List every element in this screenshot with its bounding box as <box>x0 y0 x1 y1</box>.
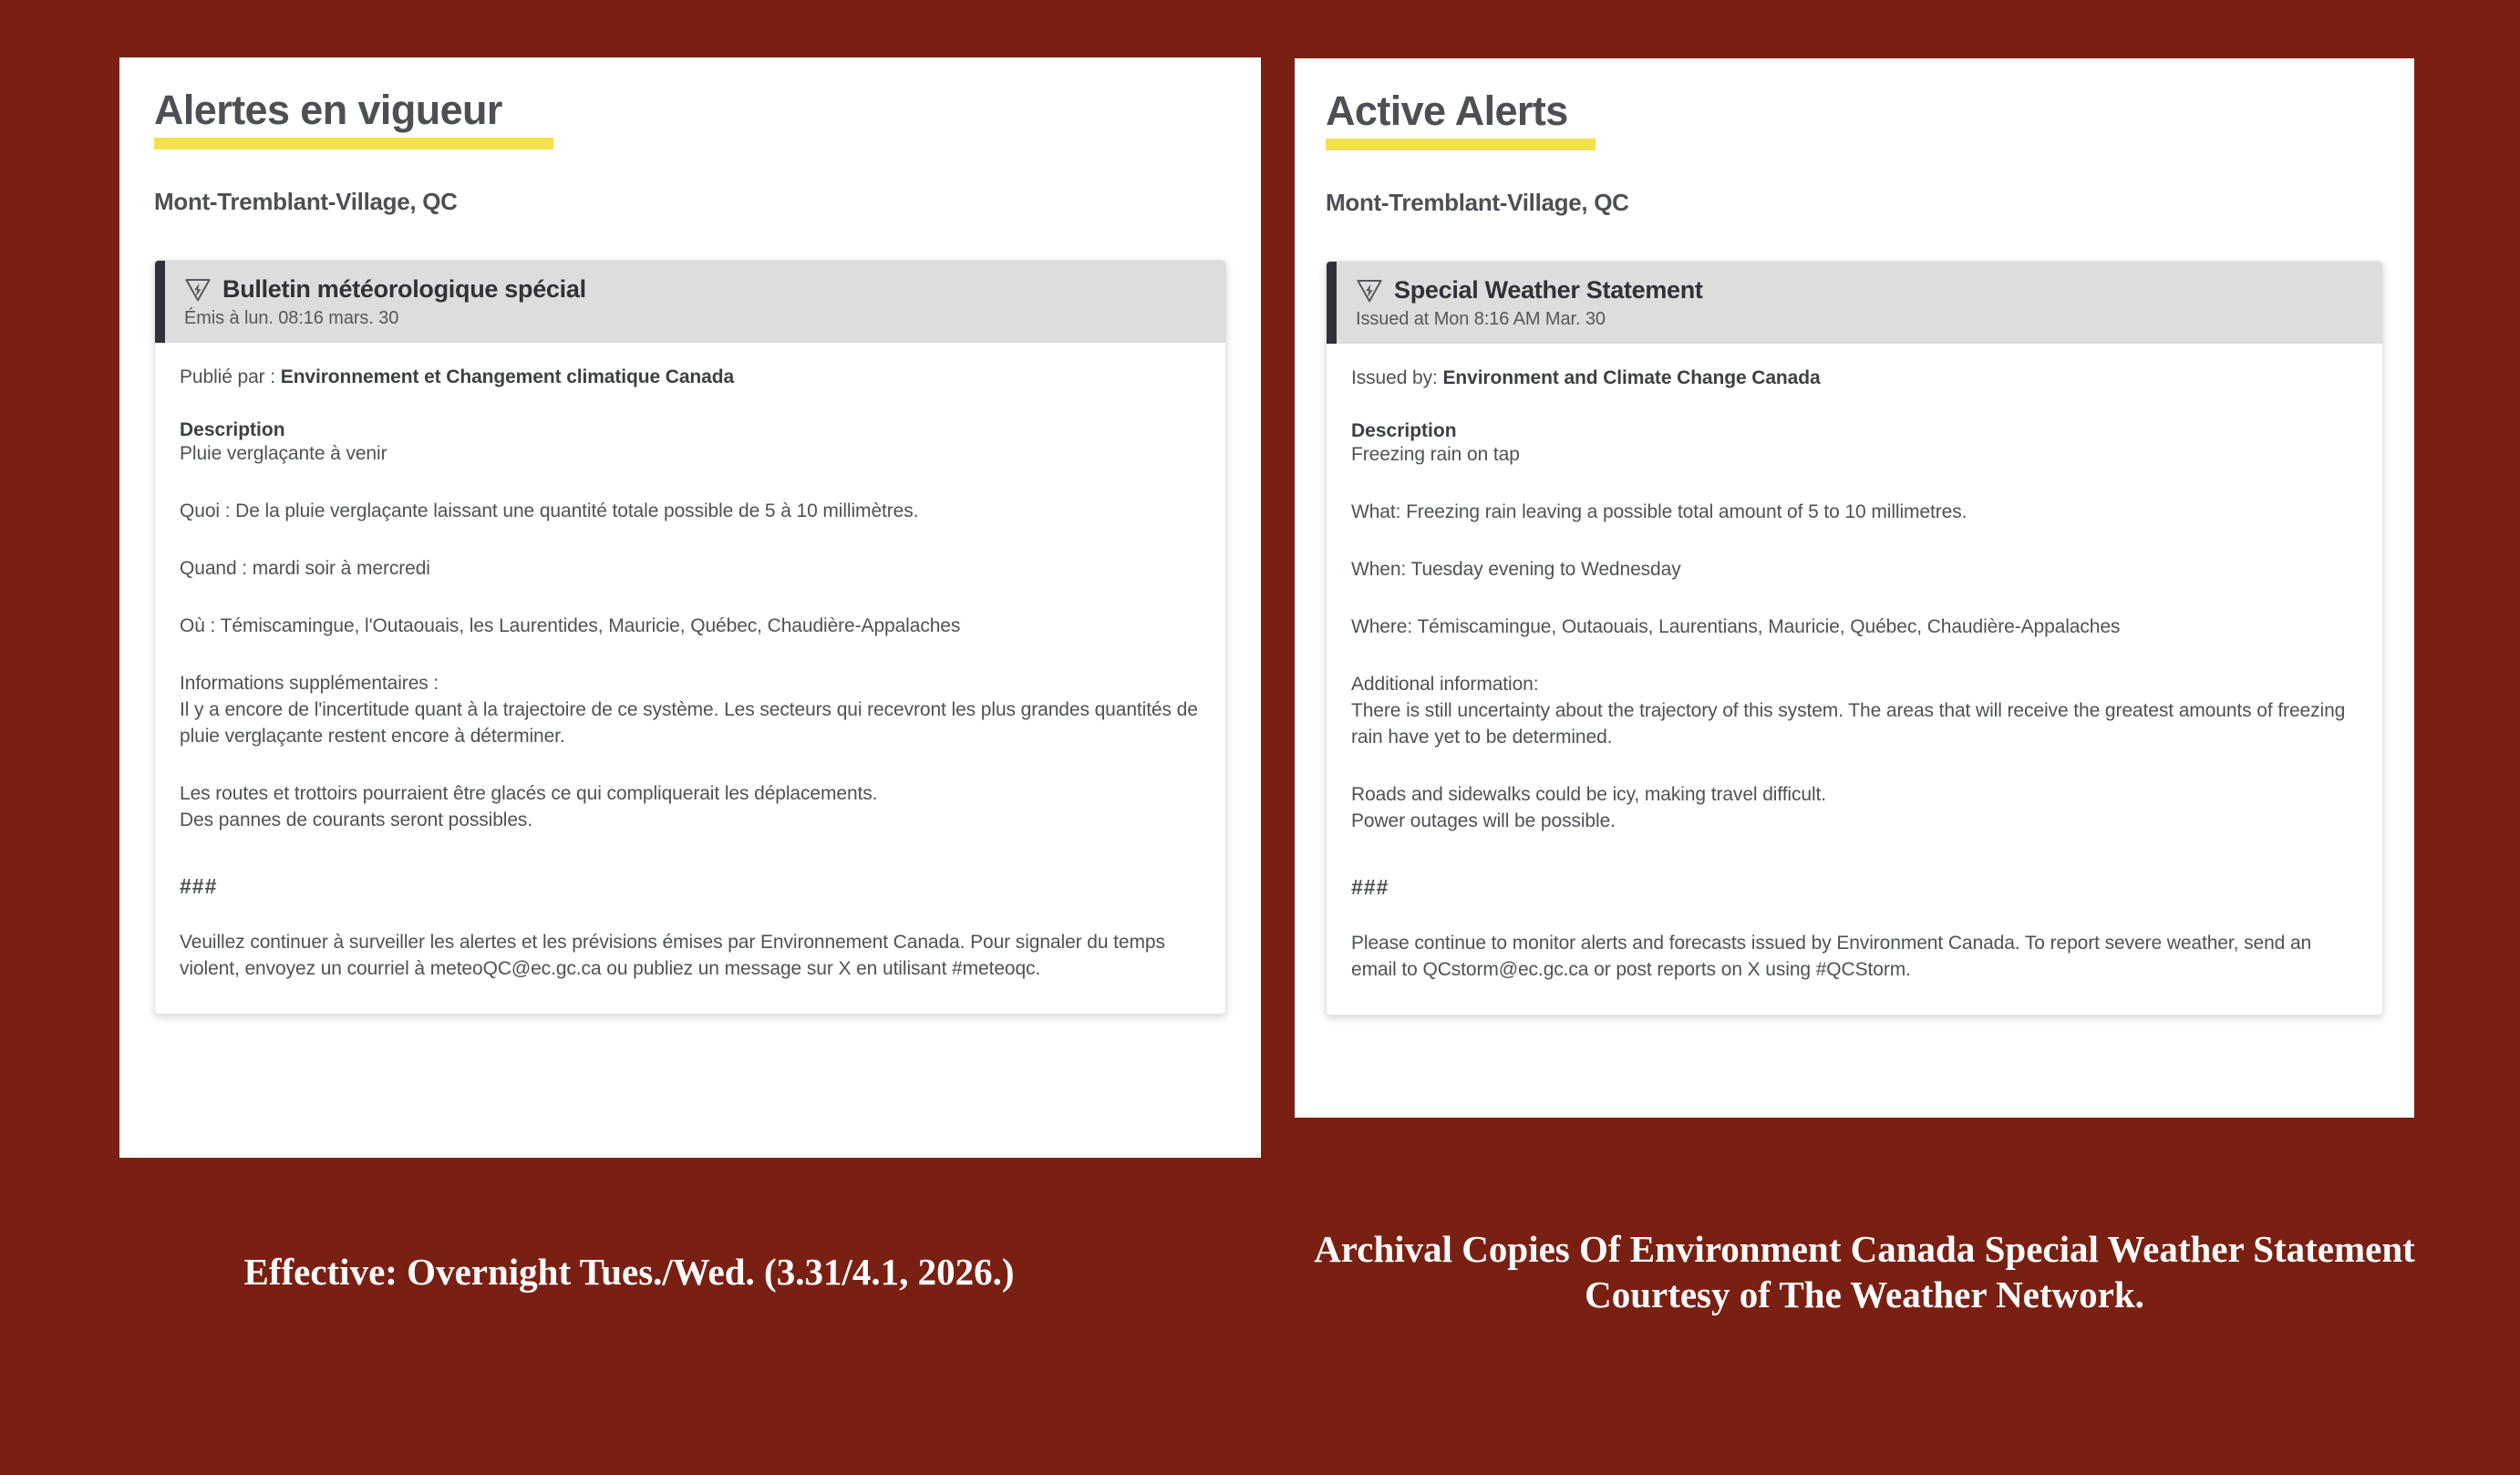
caption-effective-date: Effective: Overnight Tues./Wed. (3.31/4.1, 2026.) <box>243 1251 1015 1293</box>
separator-english: ### <box>1351 874 1389 899</box>
description-value-english: Freezing rain on tap <box>1351 444 1520 466</box>
warning-triangle-lightning-icon <box>1356 278 1383 304</box>
page-title-english: Active Alerts <box>1326 88 1568 134</box>
english-panel-inner <box>1295 58 2414 1016</box>
title-underline-french <box>154 138 553 150</box>
alert-issued-french: Émis à lun. 08:16 mars. 30 <box>184 308 399 329</box>
description-label-french: Description <box>180 419 285 441</box>
separator-french: ### <box>180 873 218 898</box>
alert-paragraph-where-french: Où : Témiscamingue, l'Outaouais, les Laurentides, Mauricie, Québec, Chaudière-Appalaches <box>180 615 961 637</box>
alert-paragraph-when-english: When: Tuesday evening to Wednesday <box>1351 559 1681 581</box>
issued-by-value-english: Environment and Climate Change Canada <box>1442 367 1821 389</box>
description-value-french: Pluie verglaçante à venir <box>180 443 387 465</box>
alert-paragraph-what-french: Quoi : De la pluie verglaçante laissant une quantité totale possible de 5 à 10 millimètres. <box>180 500 919 522</box>
alert-card-header-english <box>1327 262 2382 344</box>
alert-footer-english: Please continue to monitor alerts and forecasts issued by Environment Canada. To report severe weather, send an email to QCstorm@ec.gc.ca or post reports on X using #QCStorm. <box>1351 932 2312 980</box>
location-french: Mont-Tremblant-Village, QC <box>154 188 458 216</box>
issued-by-french <box>180 366 1201 388</box>
alert-body-french <box>155 343 1225 1014</box>
additional-info-text-french: Il y a encore de l'incertitude quant à la trajectoire de ce système. Les secteurs qui recevront les plus grandes quantités de pluie verglaçante restent encore à déterminer. <box>180 699 1198 748</box>
alert-header-row-english <box>1356 276 2382 304</box>
alert-card-english[interactable] <box>1326 261 2383 1016</box>
description-label-english: Description <box>1351 420 1457 442</box>
warning-triangle-lightning-icon <box>184 277 212 303</box>
alert-issued-english: Issued at Mon 8:16 AM Mar. 30 <box>1356 309 1606 330</box>
alert-body-english <box>1327 344 2382 1015</box>
alert-paragraph-what-english: What: Freezing rain leaving a possible total amount of 5 to 10 millimetres. <box>1351 501 1967 523</box>
issued-by-value-french: Environnement et Changement climatique Canada <box>280 366 735 388</box>
impact-line-1-french: Les routes et trottoirs pourraient être glacés ce qui compliquerait les déplacements. <box>180 783 878 805</box>
page-title-french: Alertes en vigueur <box>154 87 502 133</box>
additional-info-label-french: Informations supplémentaires : <box>180 673 439 695</box>
issued-by-label-english: Issued by: <box>1351 367 1438 389</box>
impact-line-2-french: Des pannes de courants seront possibles. <box>180 810 533 830</box>
caption-attribution: Archival Copies Of Environment Canada Special Weather Statement Courtesy of The Weather Network. <box>1314 1228 2415 1316</box>
title-underline-english <box>1326 139 1596 150</box>
english-alert-panel <box>1295 58 2414 1118</box>
location-english: Mont-Tremblant-Village, QC <box>1326 189 1629 217</box>
alert-title-english: Special Weather Statement <box>1394 276 1703 304</box>
additional-info-text-english: There is still uncertainty about the trajectory of this system. The areas that will receive the greatest amounts of freezing rain have yet to be determined. <box>1351 700 2346 748</box>
alert-card-header-french <box>155 261 1225 343</box>
issued-by-label-french: Publié par : <box>180 366 276 388</box>
impact-line-2-english: Power outages will be possible. <box>1351 810 1616 831</box>
alert-header-row-french <box>184 275 1225 304</box>
additional-info-label-english: Additional information: <box>1351 674 1539 696</box>
alert-card-french[interactable] <box>154 260 1226 1015</box>
alert-paragraph-when-french: Quand : mardi soir à mercredi <box>180 558 430 580</box>
alert-footer-french: Veuillez continuer à surveiller les alertes et les prévisions émises par Environnement Canada. Pour signaler du temps violent, envoyez un courriel à meteoQC@ec.gc.ca ou publiez un message sur X en utilisant #meteoqc. <box>180 931 1165 979</box>
french-alert-panel <box>119 57 1261 1158</box>
french-panel-inner <box>119 57 1261 1015</box>
impact-line-1-english: Roads and sidewalks could be icy, making travel difficult. <box>1351 784 1827 806</box>
issued-by-english <box>1351 367 2358 389</box>
alert-title-french: Bulletin météorologique spécial <box>222 275 586 304</box>
alert-paragraph-where-english: Where: Témiscamingue, Outaouais, Laurentians, Mauricie, Québec, Chaudière-Appalaches <box>1351 616 2121 638</box>
